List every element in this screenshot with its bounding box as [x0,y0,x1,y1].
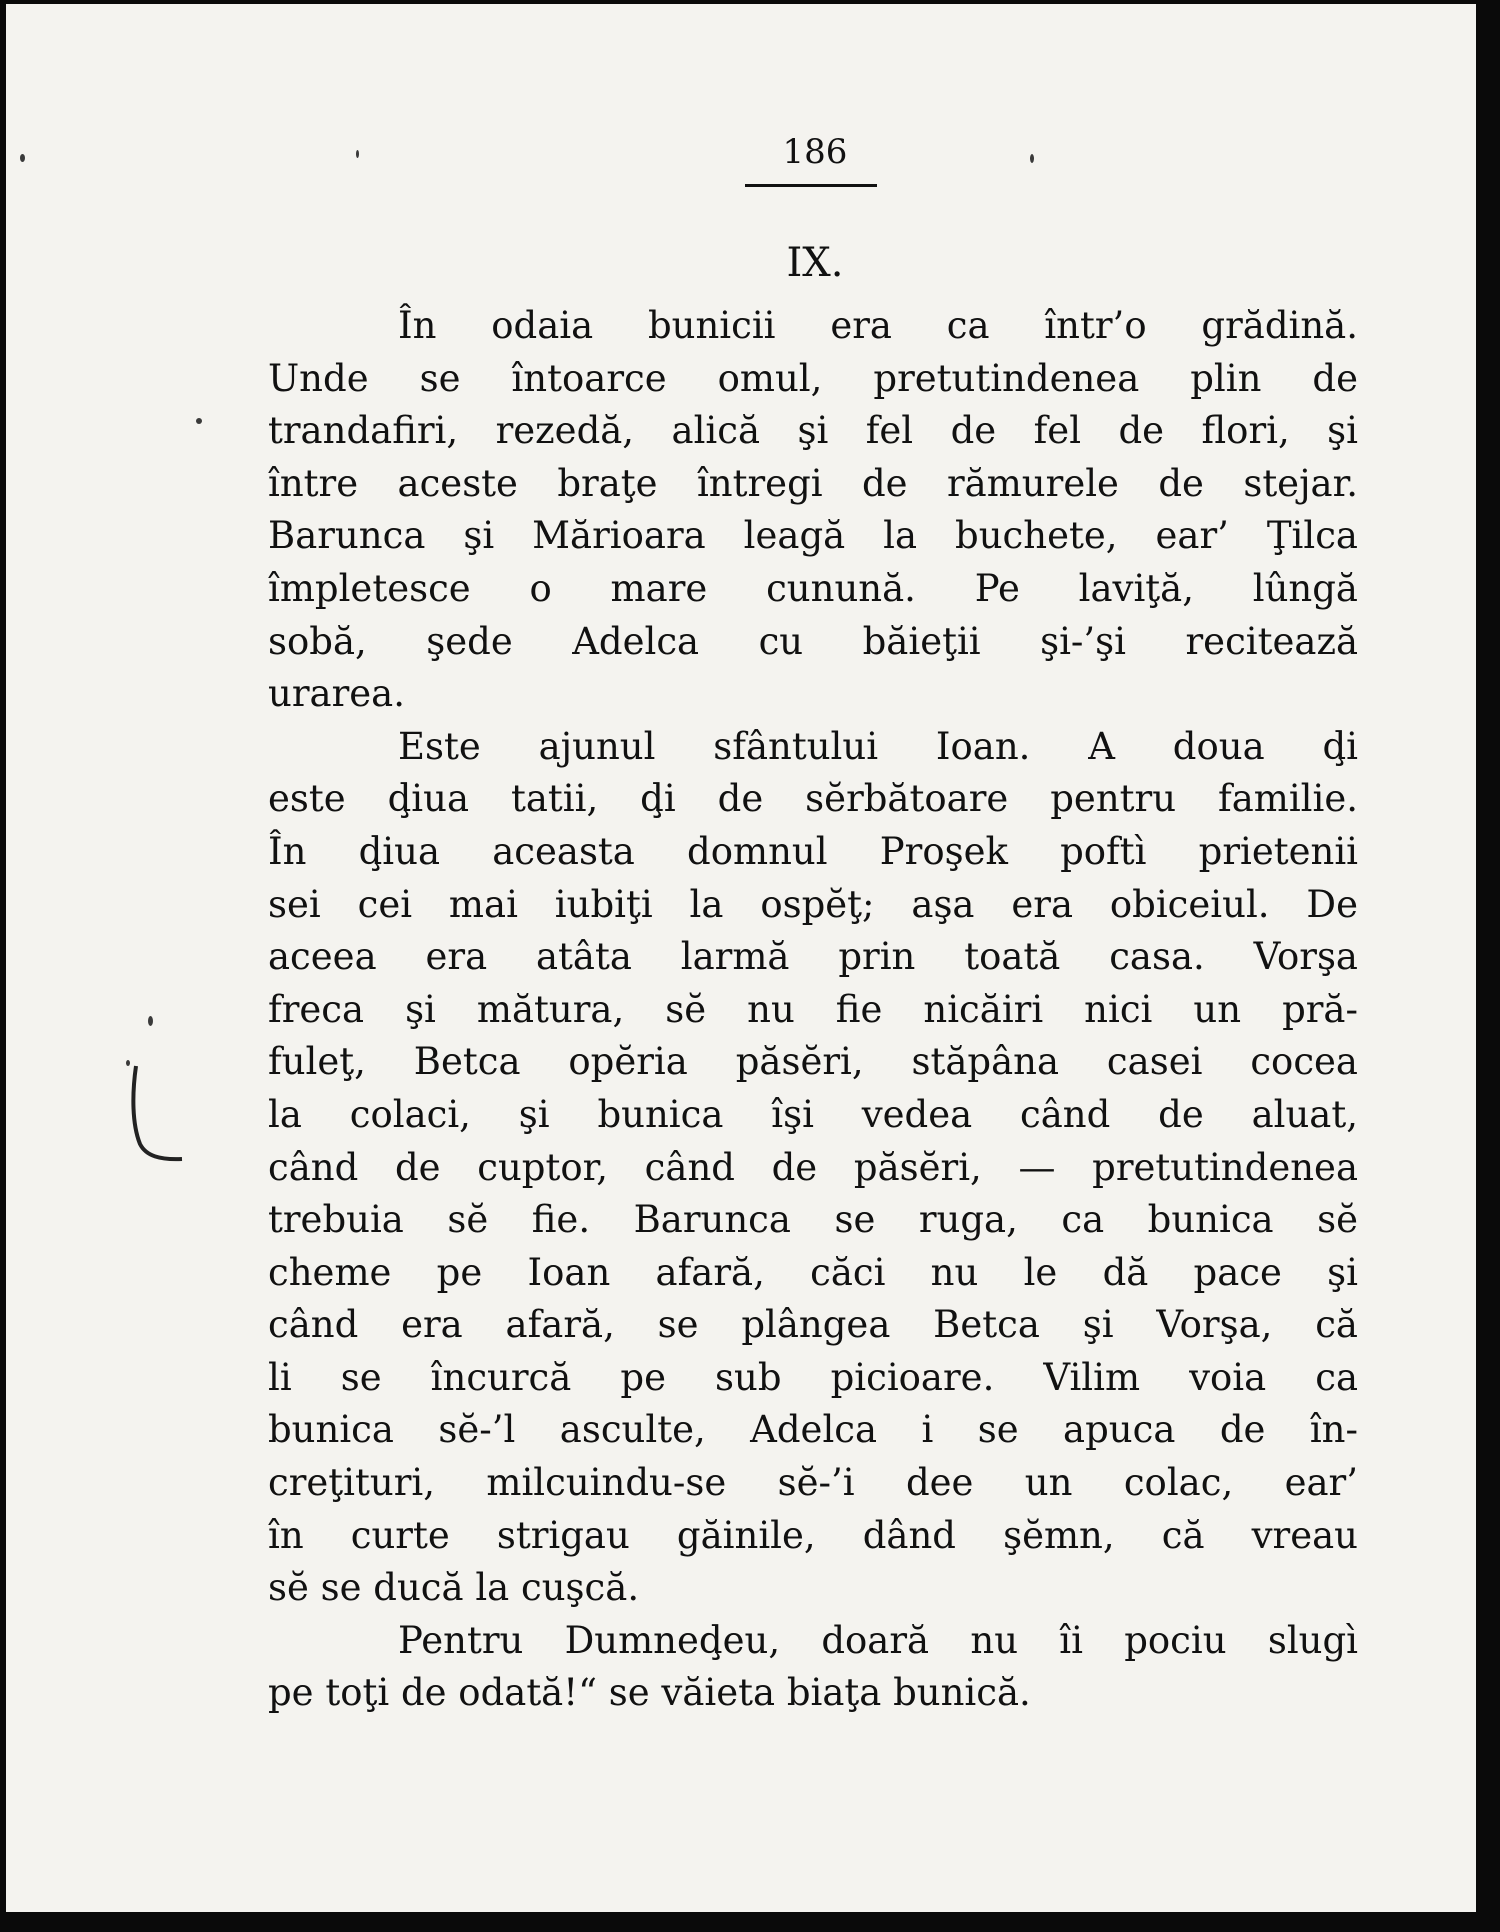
text-line: Este ajunul sfântului Ioan. A doua ḑi [398,724,1358,768]
text-line: sei cei mai iubiţi la ospĕţ; aşa era obiceiul. De [268,882,1358,926]
text-line: cheme pe Ioan afară, căci nu le dă pace şi [268,1250,1358,1294]
ink-speck [148,1016,153,1026]
text-line: între aceste braţe întregi de rămurele de stejar. [268,461,1358,505]
margin-bracket-mark [126,1064,186,1164]
book-page [6,4,1476,1912]
body-text [268,300,1358,1720]
text-line: creţituri, milcuindu-se sĕ-’i dee un colac, ear’ [268,1461,1358,1505]
text-line: li se încurcă pe sub picioare. Vilim voia ca [268,1355,1358,1399]
page-number: 186 [782,132,848,172]
text-line: freca şi mătura, sĕ nu fie nicăiri nici un pră- [268,987,1358,1031]
page-number-rule [745,184,877,187]
paragraph [268,721,1358,1615]
text-line: împletesce o mare cunună. Pe laviţă, lûngă [268,566,1358,610]
text-line: În odaia bunicii era ca într’o grădină. [398,304,1358,347]
ink-speck [196,418,202,424]
text-line: urarea. [268,672,405,716]
chapter-heading: IX. [786,240,844,286]
text-line: în curte strigau găinile, dând şĕmn, că vreau [268,1513,1358,1557]
text-line: trebuia sĕ fie. Barunca se ruga, ca bunica sĕ [268,1198,1358,1242]
paragraph [268,1615,1358,1720]
text-line: Barunca şi Mărioara leagă la buchete, ear’ Ţilca [268,514,1358,558]
text-line: este ḑiua tatii, ḑi de sĕrbătoare pentru familie. [268,777,1358,821]
text-line: sobă, şede Adelca cu băieţii şi-’şi recitează [268,619,1358,663]
text-line: pe toţi de odată!“ se văieta biaţa bunică. [268,1671,1031,1715]
text-line: Unde se întoarce omul, pretutindenea plin de [268,356,1358,400]
text-line: În ḑiua aceasta domnul Proşek poftì prietenii [268,829,1358,873]
text-line: aceea era atâta larmă prin toată casa. Vorşa [268,935,1358,979]
text-line: fuleţ, Betca opĕria păsĕri, stăpâna casei cocea [268,1040,1358,1084]
text-line: sĕ se ducă la cuşcă. [268,1566,640,1610]
text-line: la colaci, şi bunica îşi vedea când de aluat, [268,1092,1358,1136]
paragraph [268,300,1358,721]
text-line: trandafiri, rezedă, alică şi fel de fel de flori, şi [268,409,1358,453]
text-line: Pentru Dumneḑeu, doară nu îi pociu slugì [398,1618,1358,1662]
text-line: când de cuptor, când de păsĕri, — pretutindenea [268,1145,1358,1189]
text-line: bunica sĕ-’l asculte, Adelca i se apuca de în- [268,1408,1358,1452]
text-line: când era afară, se plângea Betca şi Vorşa, că [268,1303,1358,1347]
